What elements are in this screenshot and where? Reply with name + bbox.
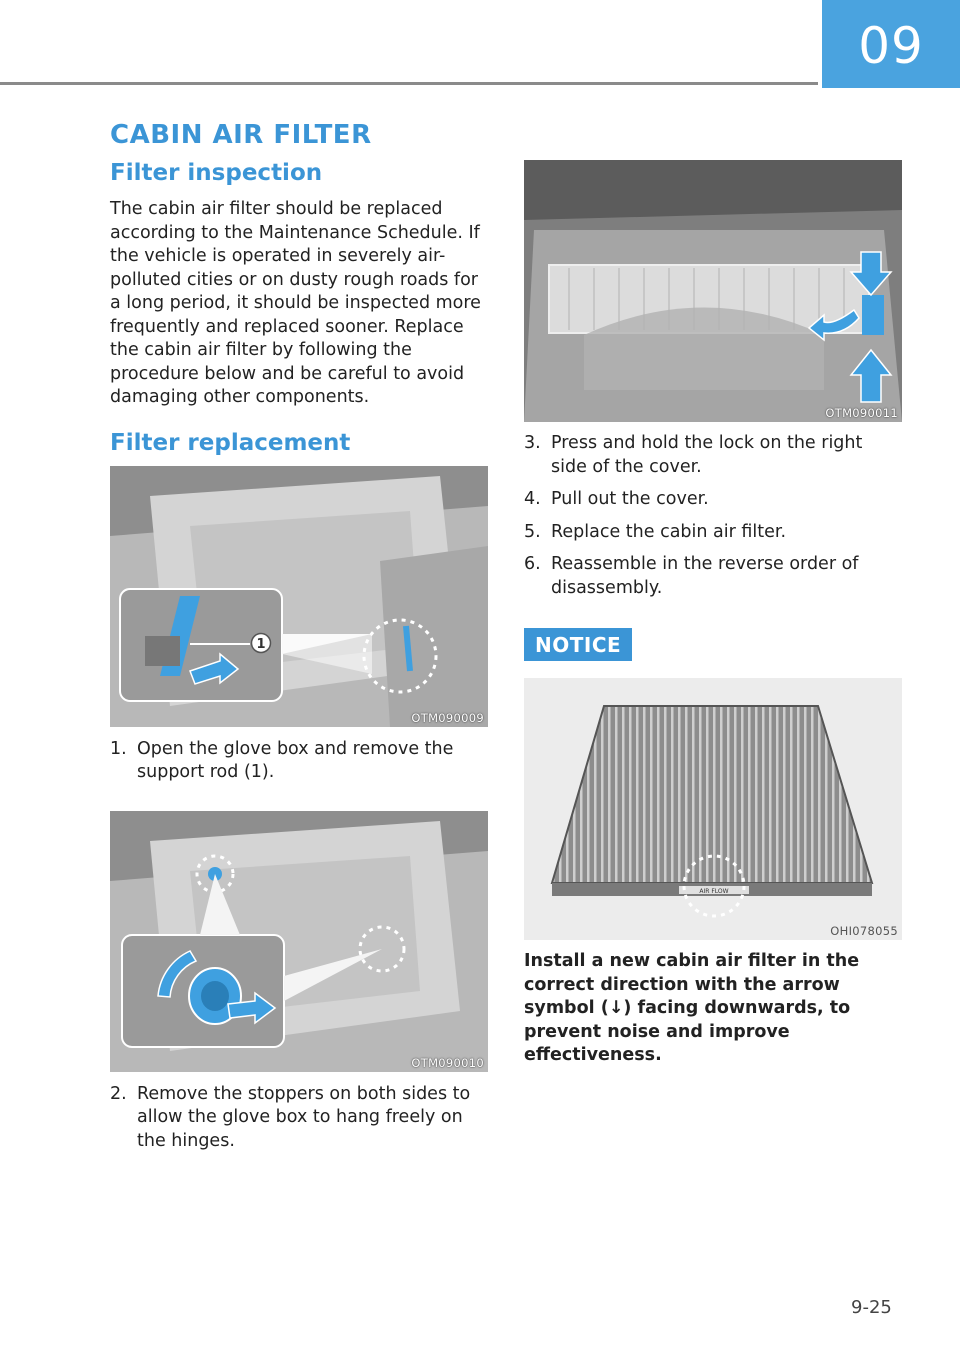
step-number: 6. — [524, 554, 541, 574]
step-text: Reassemble in the reverse order of disassembly. — [551, 554, 859, 598]
step-item — [524, 521, 902, 545]
step-number: 1. — [110, 738, 127, 759]
figure-code: OTM090009 — [411, 710, 484, 725]
inspection-heading: Filter inspection — [110, 160, 323, 186]
glovebox-rod-illustration — [110, 466, 488, 727]
step-text: Replace the cabin air filter. — [551, 521, 787, 542]
step-text: Open the glove box and remove the support rod (1). — [137, 738, 454, 782]
air-flow-label: AIR FLOW — [699, 888, 729, 895]
page-number: 9-25 — [851, 1297, 892, 1318]
figure-air-filter — [524, 678, 902, 940]
step-number: 4. — [524, 489, 541, 509]
step-item — [110, 1083, 488, 1154]
filter-cover-illustration — [524, 160, 902, 422]
step-number: 3. — [524, 433, 541, 453]
step-number: 5. — [524, 521, 541, 542]
figure-code: OTM090010 — [411, 1055, 484, 1070]
left-column — [110, 158, 488, 1153]
chapter-tab: 09 — [822, 0, 960, 88]
glovebox-stoppers-illustration — [110, 811, 488, 1072]
header-rule — [0, 82, 818, 85]
step-item — [524, 488, 902, 512]
step-text: Pull out the cover. — [551, 489, 709, 509]
section-title: CABIN AIR FILTER — [110, 120, 372, 150]
step-item — [524, 553, 902, 600]
step-text: Remove the stoppers on both sides to allow the glove box to hang freely on the hinges. — [137, 1083, 471, 1151]
air-filter-illustration — [524, 678, 902, 940]
replacement-heading: Filter replacement — [110, 429, 351, 456]
notice-text: Install a new cabin air filter in the correct direction with the arrow symbol (↓) facing downwards, to prevent noise and improve effectiveness. — [524, 951, 860, 1065]
figure-glovebox-stoppers — [110, 811, 488, 1072]
figure-glovebox-rod — [110, 466, 488, 727]
step-item — [110, 738, 488, 785]
figure-filter-cover — [524, 160, 902, 422]
figure-code: OTM090011 — [825, 406, 898, 420]
step-text: Press and hold the lock on the right side of the cover. — [551, 433, 863, 477]
step-number: 2. — [110, 1083, 127, 1104]
figure-code: OHI078055 — [830, 924, 898, 938]
right-column — [524, 160, 902, 1068]
step-item — [524, 432, 902, 479]
inspection-body: The cabin air filter should be replaced according to the Maintenance Schedule. If the vehicle is operated in severely air-polluted cities or on dusty rough roads for a long period, it should be inspected more frequently and replaced sooner. Replace the cabin air filter by following the procedure below and be careful to avoid damaging other components. — [110, 199, 481, 407]
callout-1: 1 — [256, 636, 266, 652]
notice-badge: NOTICE — [524, 628, 632, 661]
